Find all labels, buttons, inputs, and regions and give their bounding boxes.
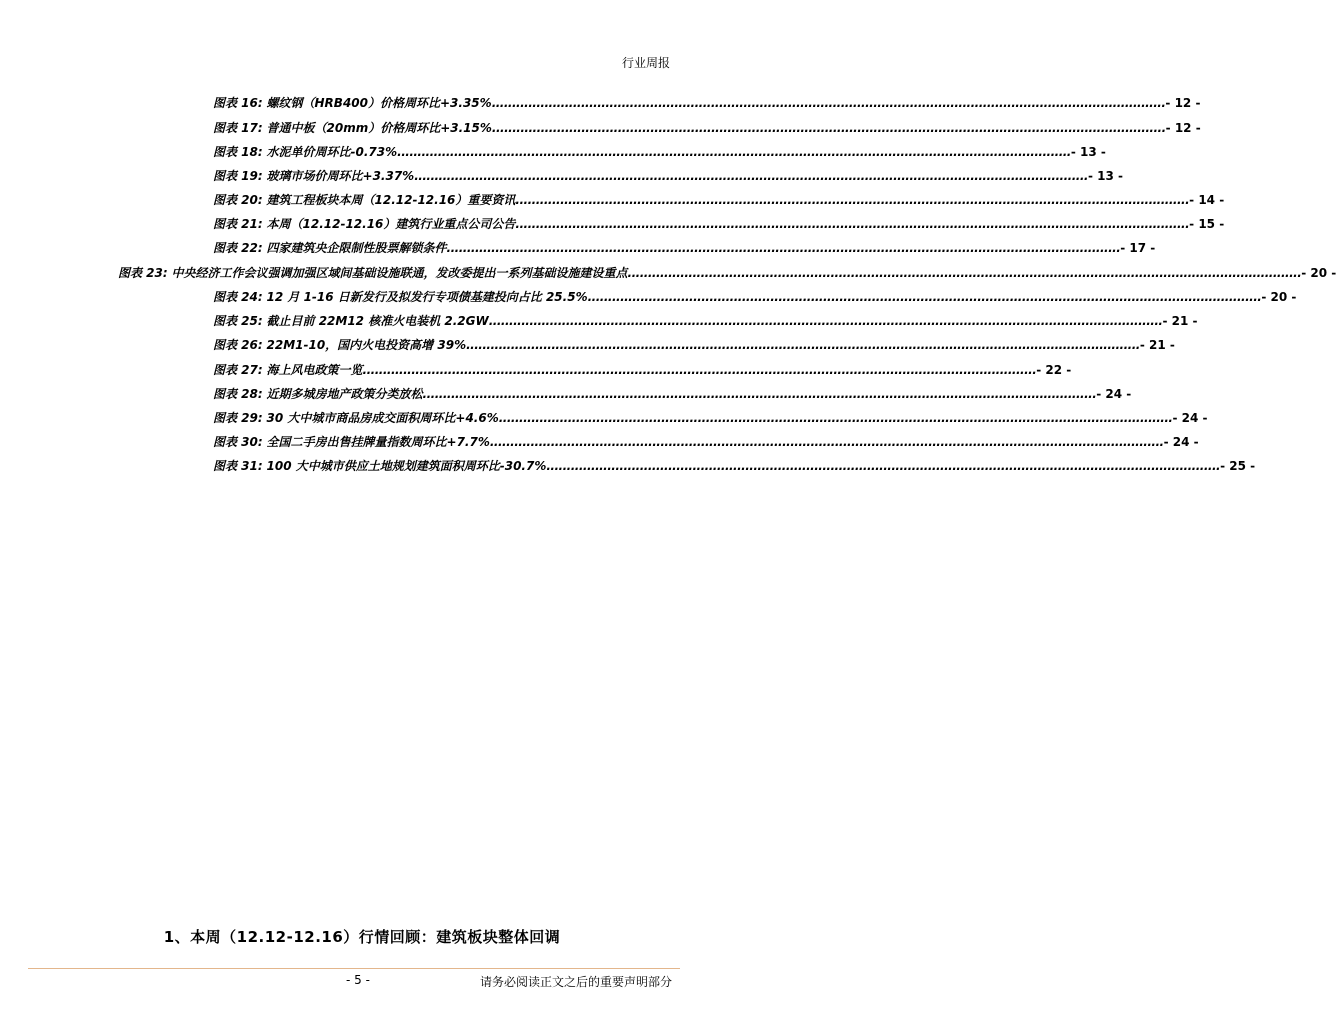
toc-leader-dots <box>363 362 1037 378</box>
toc-entry-title: 中央经济工作会议强调加强区域间基础设施联通，发改委提出一系列基础设施建设重点 <box>171 266 628 280</box>
report-type-label: 行业周报 <box>621 56 670 70</box>
toc-entry-label: 图表 25: <box>213 314 263 328</box>
toc-leader-dots <box>492 120 1166 136</box>
toc-entry-page: - 17 - <box>1120 241 1156 255</box>
toc-entry-label: 图表 21: <box>213 217 263 231</box>
toc-entry-page: - 20 - <box>1261 290 1297 304</box>
toc-entry[interactable] <box>213 458 1256 474</box>
toc-entry-title: 全国二手房出售挂牌量指数周环比+7.7% <box>266 435 490 449</box>
toc-entry-title: 12 月 1-16 日新发行及拟发行专项债基建投向占比 25.5% <box>266 290 588 304</box>
toc-entry-title: 四家建筑央企限制性股票解锁条件 <box>266 241 447 255</box>
toc-entry-label: 图表 22: <box>213 241 263 255</box>
toc-entry-page: - 24 - <box>1163 435 1199 449</box>
footer-divider <box>28 968 680 969</box>
toc-leader-dots <box>489 313 1163 329</box>
toc-entry[interactable] <box>213 240 1156 256</box>
toc-entry[interactable] <box>213 362 1072 378</box>
toc-entry-title: 普通中板（20mm）价格周环比+3.15% <box>266 121 492 135</box>
toc-leader-dots <box>397 144 1071 160</box>
toc-entry-page: - 25 - <box>1220 459 1256 473</box>
toc-entry-title: 螺纹钢（HRB400）价格周环比+3.35% <box>266 96 492 110</box>
toc-entry-page: - 21 - <box>1162 314 1198 328</box>
toc-entry-title: 海上风电政策一览 <box>266 363 363 377</box>
toc-leader-dots <box>414 168 1088 184</box>
toc-entry-title: 22M1-10，国内火电投资高增 39% <box>266 338 467 352</box>
toc-entry-page: - 15 - <box>1189 217 1225 231</box>
toc-entry-label: 图表 20: <box>213 193 263 207</box>
toc-entry-label: 图表 30: <box>213 435 263 449</box>
toc-entry-page: - 24 - <box>1172 411 1208 425</box>
toc-leader-dots <box>423 386 1097 402</box>
toc-entry-label: 图表 28: <box>213 387 263 401</box>
toc-entry-label: 图表 29: <box>213 411 263 425</box>
toc-entry-title: 近期多城房地产政策分类放松 <box>266 387 423 401</box>
toc-entry-page: - 12 - <box>1165 121 1201 135</box>
toc-entry-label: 图表 24: <box>213 290 263 304</box>
toc-entry-title: 水泥单价周环比-0.73% <box>266 145 398 159</box>
toc-entry[interactable] <box>213 192 1225 208</box>
toc-leader-dots <box>447 240 1121 256</box>
toc-entry-page: - 22 - <box>1036 363 1072 377</box>
toc-entry-title: 截止目前 22M12 核准火电装机 2.2GW <box>266 314 489 328</box>
toc-leader-dots <box>546 458 1220 474</box>
toc-entry[interactable] <box>213 434 1199 450</box>
toc-leader-dots <box>515 192 1189 208</box>
toc-entry[interactable] <box>213 168 1123 184</box>
toc-entry-title: 建筑工程板块本周（12.12-12.16）重要资讯 <box>266 193 516 207</box>
toc-entry-label: 图表 16: <box>213 96 263 110</box>
toc-entry-title: 本周（12.12-12.16）建筑行业重点公司公告 <box>266 217 516 231</box>
toc-entry-page: - 14 - <box>1189 193 1225 207</box>
toc-entry[interactable] <box>213 289 1297 305</box>
toc-entry[interactable] <box>213 410 1208 426</box>
toc-entry-label: 图表 26: <box>213 338 263 352</box>
toc-entry-label: 图表 18: <box>213 145 263 159</box>
toc-entry-page: - 24 - <box>1096 387 1132 401</box>
toc-entry-title: 100 大中城市供应土地规划建筑面积周环比-30.7% <box>266 459 547 473</box>
toc-entry[interactable] <box>213 144 1106 160</box>
toc-leader-dots <box>588 289 1262 305</box>
toc-leader-dots <box>628 265 1302 281</box>
toc-entry-page: - 20 - <box>1301 266 1336 280</box>
toc-leader-dots <box>515 216 1189 232</box>
page-number: - 5 - <box>346 973 370 987</box>
toc-leader-dots <box>499 410 1173 426</box>
toc-entry[interactable] <box>213 95 1201 111</box>
toc-entry-label: 图表 19: <box>213 169 263 183</box>
toc-entry[interactable] <box>118 265 1336 281</box>
toc-entry-title: 玻璃市场价周环比+3.37% <box>266 169 415 183</box>
toc-entry[interactable] <box>213 337 1175 353</box>
footer-disclaimer: 请务必阅读正文之后的重要声明部分 <box>479 975 672 989</box>
section-heading: 1、本周（12.12-12.16）行情回顾：建筑板块整体回调 <box>163 928 561 946</box>
toc-leader-dots <box>466 337 1140 353</box>
toc-entry-page: - 12 - <box>1165 96 1201 110</box>
toc-entry[interactable] <box>213 120 1201 136</box>
toc-entry[interactable] <box>213 313 1198 329</box>
toc-entry[interactable] <box>213 216 1225 232</box>
toc-entry-page: - 13 - <box>1070 145 1106 159</box>
toc-entry-page: - 21 - <box>1139 338 1175 352</box>
toc-entry-title: 30 大中城市商品房成交面积周环比+4.6% <box>266 411 499 425</box>
toc-leader-dots <box>492 95 1166 111</box>
toc-entry-label: 图表 23: <box>118 266 168 280</box>
toc-entry-label: 图表 17: <box>213 121 263 135</box>
toc-entry-label: 图表 31: <box>213 459 263 473</box>
toc-entry[interactable] <box>213 386 1132 402</box>
toc-entry-label: 图表 27: <box>213 363 263 377</box>
toc-entry-page: - 13 - <box>1087 169 1123 183</box>
toc-leader-dots <box>490 434 1164 450</box>
